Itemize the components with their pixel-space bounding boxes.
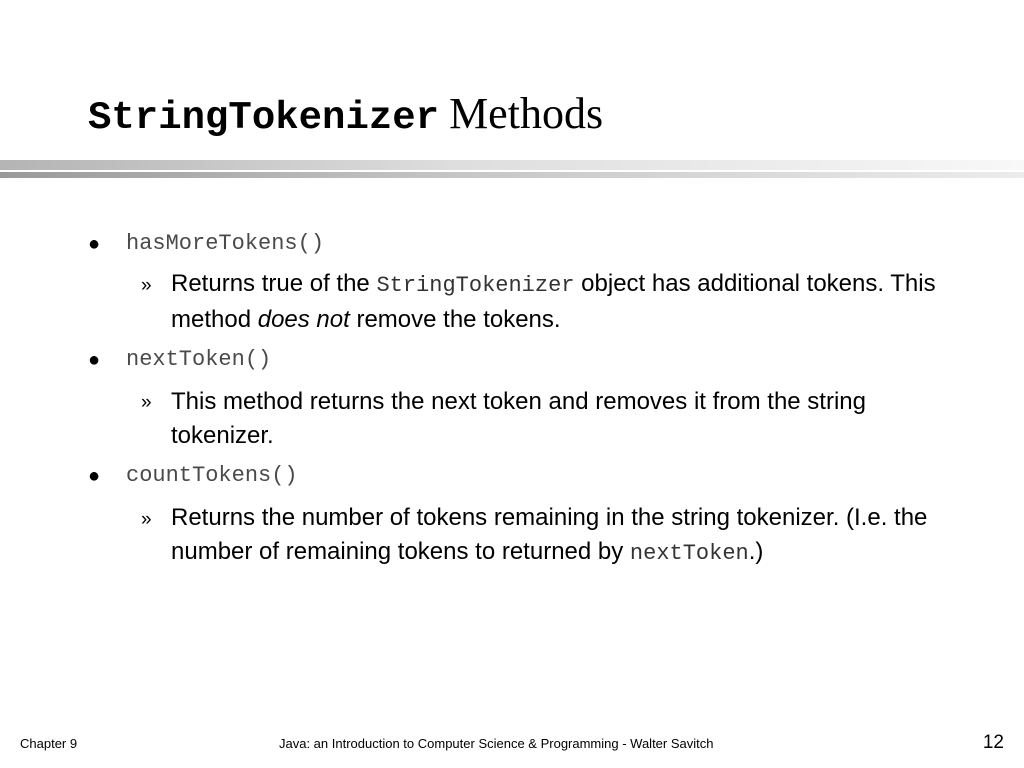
inline-code: StringTokenizer — [376, 273, 575, 298]
footer-chapter: Chapter 9 — [20, 736, 78, 751]
slide-title — [88, 88, 603, 140]
method-name: countTokens() — [126, 463, 298, 488]
method-description: Returns true of the StringTokenizer object has additional tokens. This method does not remove the tokens. — [171, 270, 936, 333]
bullet-icon: ● — [88, 465, 101, 487]
method-description: This method returns the next token and removes it from the string tokenizer. — [171, 388, 866, 449]
title-code: StringTokenizer — [88, 96, 440, 140]
method-description: Returns the number of tokens remaining in the string tokenizer. (I.e. the number of remaining tokens to returned by nextToken.) — [171, 504, 928, 566]
title-divider-bottom — [0, 172, 1024, 178]
sub-bullet-icon: » — [141, 509, 152, 530]
inline-code: nextToken — [629, 541, 749, 566]
method-name: hasMoreTokens() — [126, 231, 325, 256]
method-name: nextToken() — [126, 347, 272, 372]
sub-bullet-icon: » — [141, 275, 152, 296]
emphasis: does not — [257, 306, 350, 333]
title-divider-top — [0, 160, 1024, 170]
footer-title: Java: an Introduction to Computer Science & Programming - Walter Savitch — [279, 736, 714, 751]
page-number: 12 — [982, 732, 1004, 753]
title-text: Methods — [449, 89, 604, 138]
sub-bullet-icon: » — [141, 392, 152, 413]
bullet-icon: ● — [88, 349, 101, 371]
bullet-icon: ● — [88, 233, 101, 255]
